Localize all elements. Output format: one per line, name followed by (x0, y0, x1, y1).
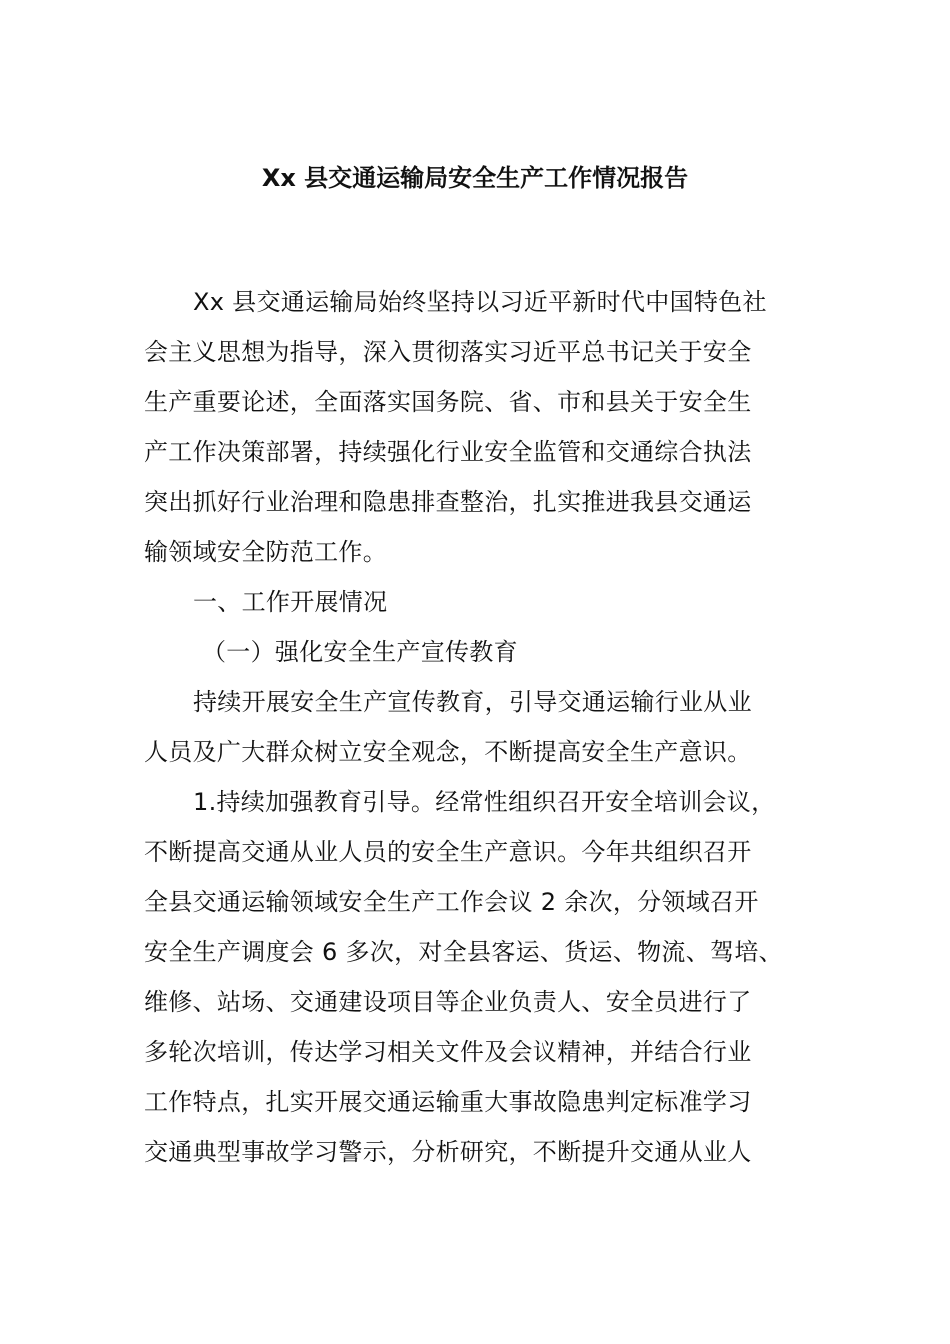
paragraph-line: 工作特点，扎实开展交通运输重大事故隐患判定标准学习 (144, 1088, 752, 1116)
paragraph-line: 全县交通运输领域安全生产工作会议 2 余次，分领域召开 (144, 888, 759, 916)
paragraph-line: 突出抓好行业治理和隐患排查整治，扎实推进我县交通运 (144, 488, 752, 516)
paragraph-line: 持续开展安全生产宣传教育，引导交通运输行业从业 (193, 688, 752, 716)
paragraph-line: 输领域安全防范工作。 (144, 538, 387, 566)
paragraph-line: 交通典型事故学习警示，分析研究，不断提升交通从业人 (144, 1138, 752, 1166)
paragraph-line: 不断提高交通从业人员的安全生产意识。今年共组织召开 (144, 838, 752, 866)
paragraph-line: 维修、站场、交通建设项目等企业负责人、安全员进行了 (144, 988, 752, 1016)
paragraph-line: 多轮次培训，传达学习相关文件及会议精神，并结合行业 (144, 1038, 752, 1066)
section-heading: 一、工作开展情况 (193, 588, 388, 616)
document-body (144, 277, 824, 1177)
paragraph-line: 生产重要论述，全面落实国务院、省、市和县关于安全生 (144, 388, 752, 416)
paragraph-line: 会主义思想为指导，深入贯彻落实习近平总书记关于安全 (144, 338, 752, 366)
paragraph-line: 产工作决策部署，持续强化行业安全监管和交通综合执法 (144, 438, 752, 466)
paragraph-line: Xx 县交通运输局始终坚持以习近平新时代中国特色社 (193, 288, 767, 316)
paragraph-line: 安全生产调度会 6 多次，对全县客运、货运、物流、驾培、 (144, 938, 783, 966)
subsection-heading: （一）强化安全生产宣传教育 (202, 638, 518, 666)
paragraph-line: 人员及广大群众树立安全观念，不断提高安全生产意识。 (144, 738, 752, 766)
paragraph-line: 1.持续加强教育引导。经常性组织召开安全培训会议， (193, 788, 776, 816)
document-title: Xx 县交通运输局安全生产工作情况报告 (261, 164, 689, 192)
